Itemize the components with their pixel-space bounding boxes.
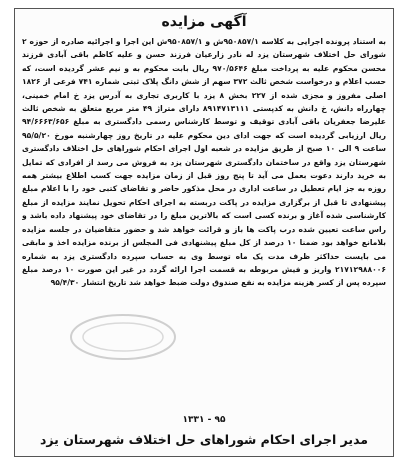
- issuer-signature: مدیر اجرای احکام شوراهای حل اختلاف شهرستان یزد: [39, 432, 369, 447]
- notice-title: آگهی مزایده: [161, 14, 247, 30]
- notice-body: به استناد پرونده اجرایی به کلاسه ۹۵۰۸۵۷/۱ش و ۹۵۰۸۵۷/۱ش این اجرا و اجرائیه صادره از حوزه ۲ شورای حل اختلاف شهرستان یزد له نادر زارعیان فرزند حسن و علیه کاظم باقی آبادی فرزند محسن محکوم علیه به پرداخت مبلغ ۹۷۰/۵۶۴۶ ریال بابت محکوم به و نیم عشر گردیده است، که حسب اعلام و درخواست شخص ثالث ۳۷۲ سهم از شش دانگ پلاک ثبتی شماره ۷۴۱ فرعی از ۱۸۲۶ اصلی مفروز و مجزی شده از ۲۲۷ بخش ۸ یزد با کاربری تجاری به آدرس یزد خ امام خمینی، چهارراه دانش، خ دانش به کدپستی ۸۹۱۴۷۱۳۱۱۱ دارای متراژ ۴۹ متر مربع متعلق به شخص ثالث علیرضا جعفریان باقی آبادی توقیف و توسط کارشناس رسمی دادگستری به مبلغ ۹۴/۶۶۶۳/۶۵۶ ریال ارزیابی گردیده است که جهت ادای دین محکوم علیه در تاریخ روز چهارشنبه مورخ ۹۵/۵/۲۰ ساعت ۹ الی ۱۰ صبح از طریق مزایده در شعبه اول اجرای احکام شوراهای حل اختلاف دادگستری شهرستان یزد واقع در ساختمان دادگستری شهرستان یزد به فروش می رسد از افرادی که تمایل به خرید دارند دعوت بعمل می آید تا پنج روز قبل از زمان مزایده جهت کسب اطلاع بیشتر همه روزه به جز ایام تعطیل در ساعت اداری در محل مذکور حاضر و تقاضای کتبی خود را با اعلام مبلغ پیشنهادی تا قبل از برگزاری مزایده در پاکت دربسته به اجرای احکام تحویل نمایند مزایده از مبلغ کارشناسی شده آغاز و برنده کسی است که بالاترین مبلغ را در تقاضای خود پیشنهاد داده باشد و راس ساعت تعیین شده درب پاکت ها باز و قرائت خواهد شد و حضور متقاضیان در جلسه مزایده بلامانع خواهد بود ضمنا ۱۰ درصد از کل مبلغ پیشنهادی فی المجلس از برنده مزایده اخذ و مابقی می بایست حداکثر ظرف مدت یک ماه توسط وی به حساب سپرده دادگستری یزد به شماره ۲۱۷۱۲۹۸۸۰۰۶ واریز و فیش مربوطه به قسمت اجرا ارائه گردد در غیر این صورت ۱۰ درصد مبلغ سپرده پس از کسر هزینه مزایده به نفع صندوق دولت ضبط خواهد شد تاریخ انتشار ۹۵/۴/۳۰: [22, 37, 386, 288]
- notice-frame: [14, 8, 394, 457]
- reference-number: ۱۳۳۱ - ۹۵: [182, 415, 226, 425]
